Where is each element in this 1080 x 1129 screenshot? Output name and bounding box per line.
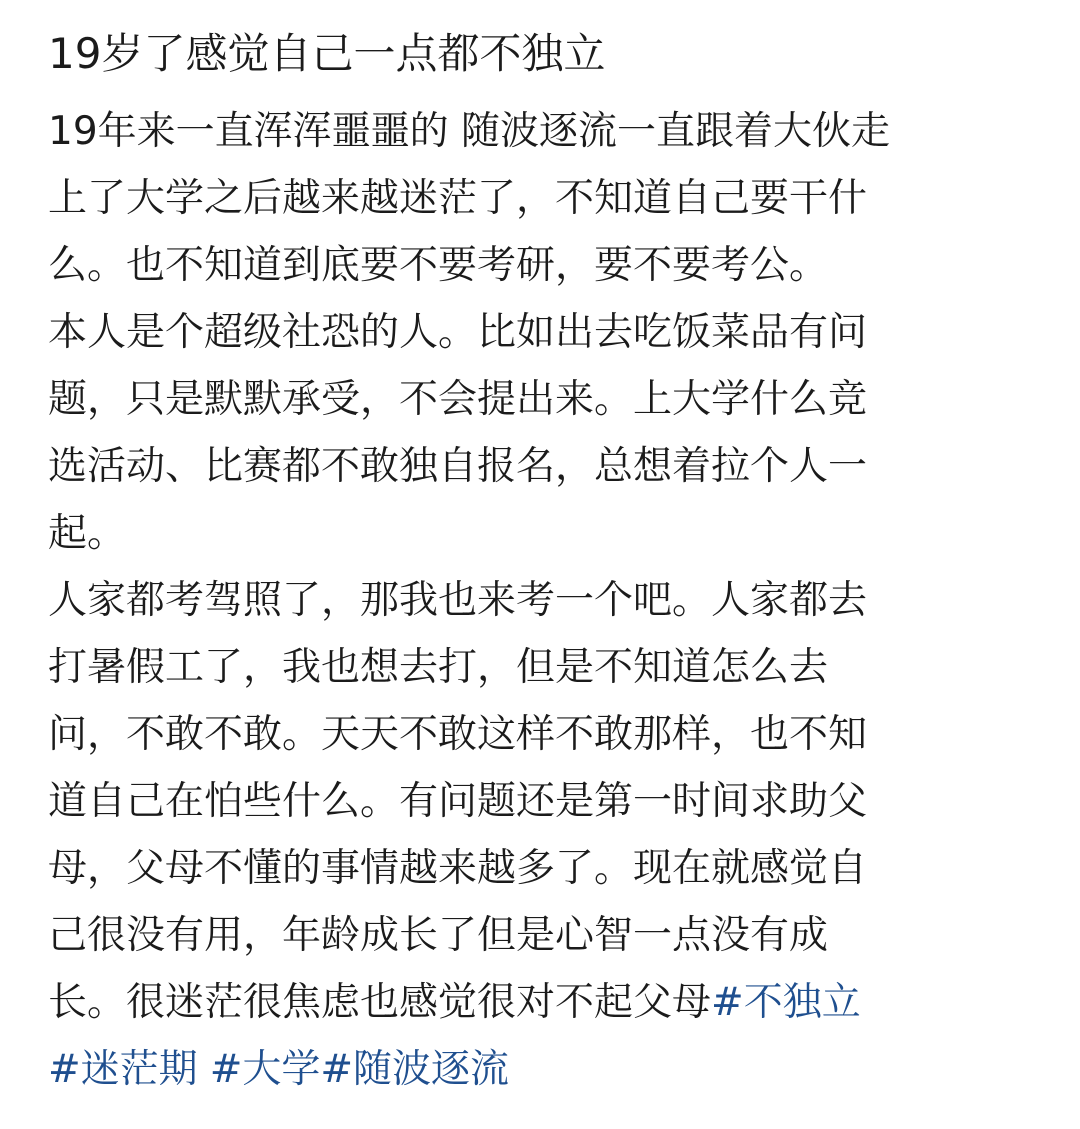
body-line: 己很没有用，年龄成长了但是心智一点没有成 xyxy=(48,913,829,958)
body-line: 人家都考驾照了，那我也来考一个吧。人家都去 xyxy=(48,578,868,623)
body-line: 问，不敢不敢。天天不敢这样不敢那样，也不知 xyxy=(48,712,868,757)
post xyxy=(48,22,1038,1103)
hashtag-link[interactable]: #大学 xyxy=(209,1047,321,1092)
body-line: 起。 xyxy=(48,511,127,556)
body-line: 本人是个超级社恐的人。比如出去吃饭菜品有问 xyxy=(48,310,868,355)
body-last-line xyxy=(48,969,1038,1036)
hashtag-line xyxy=(48,1036,1038,1103)
post-body xyxy=(48,98,1038,1103)
body-line-text: 长。很迷茫很焦虑也感觉很对不起父母 xyxy=(48,980,712,1025)
body-line: 上了大学之后越来越迷茫了，不知道自己要干什 xyxy=(48,176,868,221)
body-line: 选活动、比赛都不敢独自报名，总想着拉个人一 xyxy=(48,444,868,489)
body-line: 母，父母不懂的事情越来越多了。现在就感觉自 xyxy=(48,846,868,891)
body-line: 19年来一直浑浑噩噩的 随波逐流一直跟着大伙走 xyxy=(48,109,891,154)
hashtag-link[interactable]: #随波逐流 xyxy=(320,1047,510,1092)
post-title: 19岁了感觉自己一点都不独立 xyxy=(48,29,606,78)
hashtag-link[interactable]: #不独立 xyxy=(711,980,861,1025)
body-line: 打暑假工了，我也想去打，但是不知道怎么去 xyxy=(48,645,829,690)
body-line: 道自己在怕些什么。有问题还是第一时间求助父 xyxy=(48,779,868,824)
body-line: 么。也不知道到底要不要考研，要不要考公。 xyxy=(48,243,829,288)
hashtag-link[interactable]: #迷茫期 xyxy=(48,1047,198,1092)
body-line: 题，只是默默承受，不会提出来。上大学什么竞 xyxy=(48,377,868,422)
